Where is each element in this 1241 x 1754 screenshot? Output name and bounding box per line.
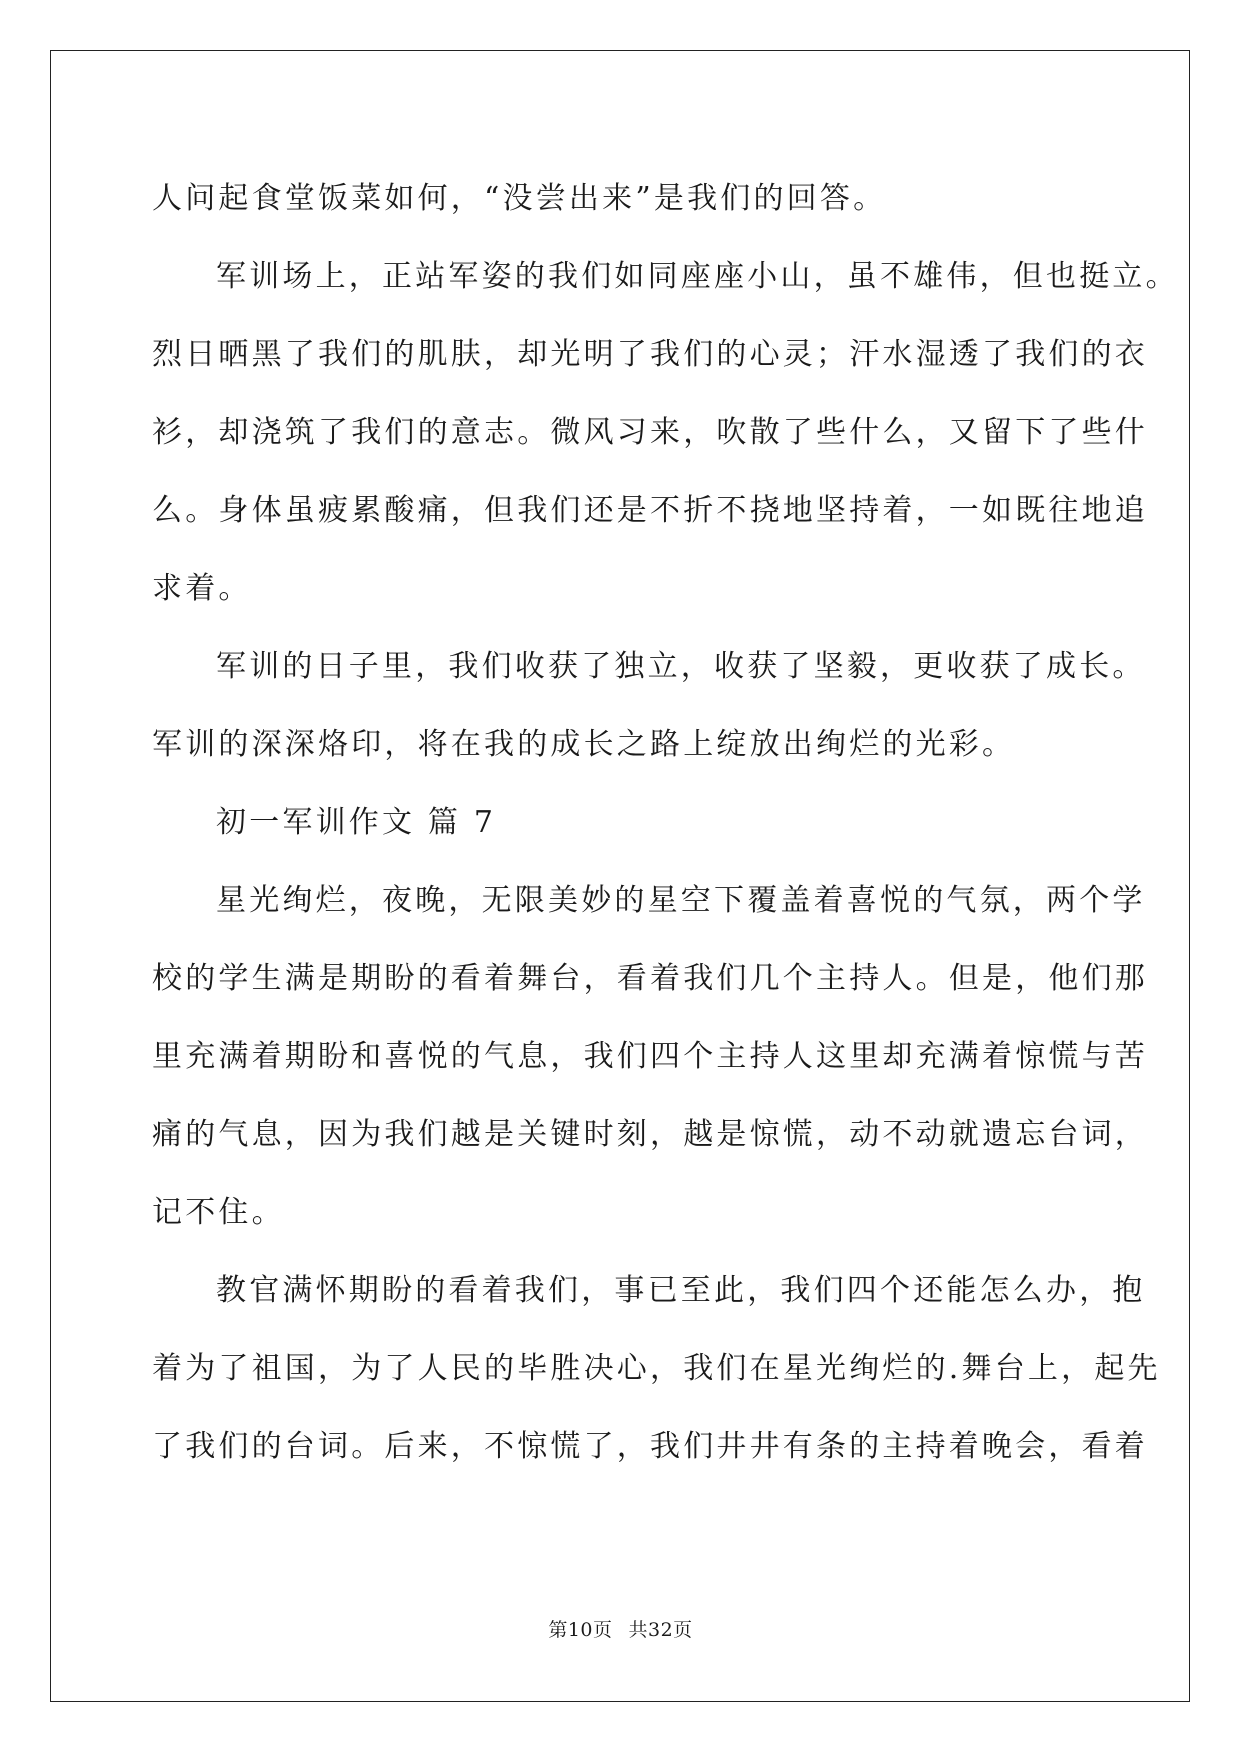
text-line: 痛的气息，因为我们越是关键时刻，越是惊慌，动不动就遗忘台词，	[152, 1117, 1148, 1152]
text-line: 衫，却浇筑了我们的意志。微风习来，吹散了些什么，又留下了些什	[152, 415, 1148, 450]
text-line: 军训的深深烙印，将在我的成长之路上绽放出绚烂的光彩。	[152, 727, 1016, 762]
text-line: 求着。	[152, 571, 252, 606]
text-line: 军训的日子里，我们收获了独立，收获了坚毅，更收获了成长。	[216, 649, 1146, 684]
text-line: 么。身体虽疲累酸痛，但我们还是不折不挠地坚持着，一如既往地追	[152, 493, 1148, 528]
document-body	[152, 160, 1179, 1486]
page-number: 第10页	[548, 1619, 613, 1641]
text-line: 军训场上，正站军姿的我们如同座座小山，虽不雄伟，但也挺立。	[216, 259, 1179, 294]
text-line: 人问起食堂饭菜如何，“没尝出来”是我们的回答。	[152, 181, 887, 216]
text-line: 烈日晒黑了我们的肌肤，却光明了我们的心灵；汗水湿透了我们的衣	[152, 337, 1148, 372]
text-line: 记不住。	[152, 1195, 285, 1230]
text-line: 里充满着期盼和喜悦的气息，我们四个主持人这里却充满着惊慌与苦	[152, 1039, 1148, 1074]
text-line: 校的学生满是期盼的看着舞台，看着我们几个主持人。但是，他们那	[152, 961, 1148, 996]
text-line: 了我们的台词。后来，不惊慌了，我们井井有条的主持着晚会，看着	[152, 1429, 1148, 1464]
page-total: 共32页	[628, 1619, 693, 1641]
text-line: 星光绚烂，夜晚，无限美妙的星空下覆盖着喜悦的气氛，两个学	[216, 883, 1146, 918]
text-line: 教官满怀期盼的看着我们，事已至此，我们四个还能怎么办，抱	[216, 1273, 1146, 1308]
page-footer	[0, 1615, 1241, 1642]
text-line: 着为了祖国，为了人民的毕胜决心，我们在星光绚烂的.舞台上，起先	[152, 1351, 1161, 1386]
section-heading: 初一军训作文 篇 7	[216, 805, 497, 840]
